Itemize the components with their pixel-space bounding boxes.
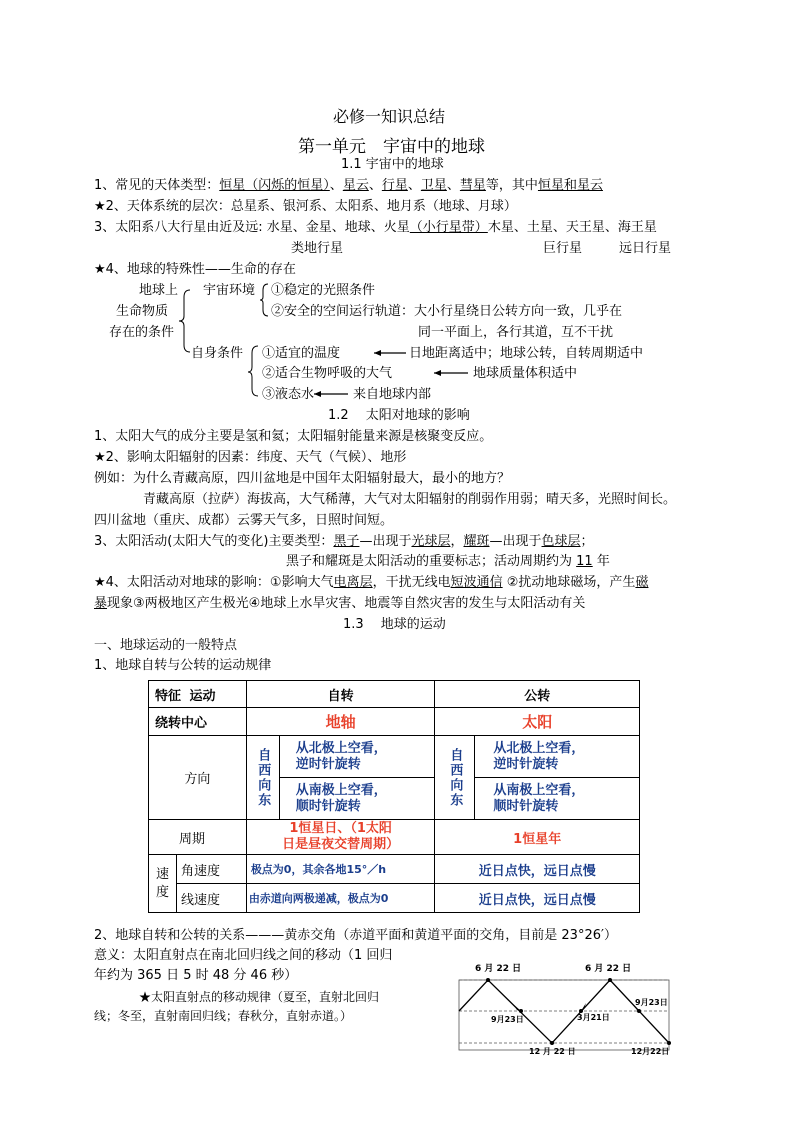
text: ，	[450, 534, 464, 549]
row-speed-label	[149, 855, 177, 913]
text: 3、太阳系八大行星由近及远: 水星、金星、地球、火星	[94, 220, 410, 235]
text: —出现于	[489, 534, 542, 549]
self-item-2: ②适合生物呼吸的大气	[262, 366, 393, 381]
point-sep-2	[637, 1009, 641, 1013]
text: 速度	[155, 866, 169, 900]
document-title: 必修一知识总结	[333, 107, 446, 126]
label-mar: 3月21日	[577, 1013, 610, 1022]
self-item-2-reason: 地球质量体积适中	[473, 366, 578, 381]
significance-line-1: 意义：太阳直射点在南北回归线之间的移动（1 回归	[94, 948, 393, 963]
sun-line-3: 例如：为什么青藏高原，四川盆地是中国年太阳辐射最大，最小的地方？	[94, 471, 511, 486]
env-item-2: ②安全的空间运行轨道：大小行星绕日公转方向一致，几乎在	[271, 304, 623, 319]
point-jun-2	[608, 978, 612, 982]
rule-line-2: 线；冬至，直射南回归线；春秋分，直射赤道。）	[94, 1009, 353, 1023]
life-left-1: 地球上	[139, 283, 179, 298]
text: 逆时针旋转	[295, 756, 361, 772]
section-1-1: 1.1 宇宙中的地球	[341, 157, 444, 172]
text: 电离层	[333, 575, 373, 590]
label-dec-1: 12 月 22 日	[529, 1047, 576, 1056]
env-item-2b: 同一平面上，各行其道，互不干扰	[418, 325, 614, 340]
rev-linear: 近日点快，远日点慢	[435, 884, 640, 913]
text: 木星、土星、天王星、海王星	[487, 220, 657, 235]
sun-line-8	[94, 574, 648, 592]
point-dec-1	[550, 1041, 554, 1045]
rev-direction: 自西向东	[435, 736, 475, 820]
self-item-3: ③液态水	[262, 387, 315, 402]
point-dec-2	[667, 1041, 671, 1045]
self-item-3-reason: 来自地球内部	[353, 387, 432, 402]
text: 日是昼夜交替周期）	[282, 837, 400, 852]
text: 、	[446, 178, 460, 193]
text: 彗星	[459, 178, 486, 193]
text: 3、太阳活动(太阳大气的变化)主要类型：	[94, 534, 334, 549]
row-direction-label: 方向	[149, 736, 247, 820]
text: 顺时针旋转	[493, 798, 559, 814]
self-label: 自身条件	[191, 346, 244, 361]
sun-line-1: 1、太阳大气的成分主要是氢和氦；太阳辐射能量来源是核聚变反应。	[94, 429, 493, 444]
rev-south-view	[475, 778, 640, 820]
header-rotation: 自转	[246, 681, 435, 708]
text: 现象③两极地区产生极光④地球上水旱灾害、地震等自然灾害的发生与太阳活动有关	[107, 596, 586, 611]
rot-north-view	[279, 736, 435, 778]
sun-line-5: 四川盆地（重庆、成都）云雾天气多，日照时间短。	[94, 513, 394, 528]
life-left-3: 存在的条件	[109, 325, 175, 340]
text: ②扰动地球磁场，产生	[502, 575, 636, 590]
rev-angular: 近日点快，远日点慢	[435, 855, 640, 884]
label-jun-2: 6 月 22 日	[585, 964, 632, 974]
text: 恒星和星云	[537, 178, 603, 193]
section-1-2: 1.2 太阳对地球的影响	[328, 408, 470, 423]
text: 暴	[94, 596, 108, 611]
text: 顺时针旋转	[295, 798, 361, 814]
text: ；	[580, 534, 594, 549]
text: 运动	[189, 688, 216, 704]
point-sep-1	[519, 1009, 523, 1013]
env-label: 宇宙环境	[203, 283, 256, 298]
section-1-3: 1.3 地球的运动	[343, 617, 446, 632]
text: 光球层	[411, 534, 451, 549]
brace-lines	[0, 0, 794, 420]
motion-heading-2: 1、地球自转与公转的运动规律	[94, 658, 272, 673]
text: （小行星带）	[409, 220, 488, 235]
row-center-label: 绕转中心	[149, 708, 247, 736]
text: —出现于	[359, 534, 412, 549]
rot-linear: 由赤道向两极递减，极点为0	[246, 884, 435, 913]
rot-south-view	[279, 778, 435, 820]
text: 1、常见的天体类型：	[94, 178, 220, 193]
header-feature-motion	[149, 681, 247, 708]
rot-direction: 自西向东	[246, 736, 279, 820]
text: 黑子	[333, 534, 360, 549]
text: 特征	[155, 688, 182, 704]
sun-line-6	[94, 533, 594, 551]
text: 等，其中	[485, 178, 538, 193]
text: 星云	[342, 178, 369, 193]
label-sep-2: 9月23日	[635, 998, 668, 1007]
unit-title: 第一单元 宇宙中的地球	[298, 137, 485, 157]
sun-line-4: 青藏高原（拉萨）海拔高，大气稀薄，大气对太阳辐射的削弱作用弱；晴天多，光照时间长。	[143, 492, 677, 507]
text: 、	[407, 178, 421, 193]
rev-center: 太阳	[435, 708, 640, 736]
text: 1恒星日、（1太阳	[289, 821, 392, 836]
label-sep-1: 9月23日	[491, 1015, 524, 1024]
angular-label: 角速度	[176, 855, 246, 884]
text: 恒星（闪烁的恒星）	[219, 178, 330, 193]
text: ★4、太阳活动对地球的影响：①影响大气	[94, 575, 334, 590]
sun-line-2: ★2、影响太阳辐射的因素：纬度、天气（气候）、地形	[94, 450, 407, 465]
text: 、	[368, 178, 382, 193]
text: 年	[592, 554, 610, 569]
line-system-levels: ★2、天体系统的层次：总星系、银河系、太阳系、地月系（地球、月球）	[94, 199, 517, 214]
text: 卫星	[420, 178, 447, 193]
text: 从南极上空看，	[493, 782, 585, 798]
rot-center: 地轴	[246, 708, 435, 736]
text: 、	[329, 178, 343, 193]
significance-line-2: 年约为 365 日 5 时 48 分 46 秒）	[94, 968, 298, 983]
text: 从南极上空看，	[295, 782, 387, 798]
header-revolution: 公转	[435, 681, 640, 708]
sun-line-7	[286, 553, 610, 571]
text: 行星	[381, 178, 408, 193]
sun-line-9	[94, 595, 585, 613]
text: 从北极上空看，	[493, 740, 585, 756]
motion-heading-1: 一、地球运动的一般特点	[94, 638, 238, 653]
env-item-1: ①稳定的光照条件	[271, 283, 376, 298]
text: 逆时针旋转	[493, 756, 559, 772]
point-jun-1	[486, 978, 490, 982]
obliquity-line: 2、地球自转和公转的关系———黄赤交角（赤道平面和黄道平面的交角，目前是 23°26′）	[94, 928, 617, 943]
planet-group-giant: 巨行星	[543, 241, 583, 256]
planet-group-terrestrial: 类地行星	[291, 241, 344, 256]
label-jun-1: 6 月 22 日	[475, 964, 522, 974]
linear-label: 线速度	[176, 884, 246, 913]
rev-north-view	[475, 736, 640, 778]
self-item-1: ①适宜的温度	[262, 346, 341, 361]
rev-period: 1恒星年	[435, 820, 640, 855]
motion-table	[148, 680, 640, 913]
rule-line-1: ★太阳直射点的移动规律（夏至，直射北回归	[139, 990, 380, 1004]
text: 耀斑	[463, 534, 490, 549]
life-left-2: 生命物质	[116, 304, 169, 319]
row-period-label: 周期	[149, 820, 247, 855]
text: 磁	[635, 575, 649, 590]
text: 从北极上空看，	[295, 740, 387, 756]
self-item-1-reason: 日地距离适中；地球公转，自转周期适中	[409, 346, 644, 361]
line-life-heading: ★4、地球的特殊性——生命的存在	[94, 262, 296, 277]
subsolar-diagram	[455, 958, 680, 1056]
text: 11	[576, 554, 593, 569]
planet-group-outer: 远日行星	[619, 241, 672, 256]
rot-period	[246, 820, 435, 855]
label-dec-2: 12月22日	[631, 1047, 670, 1056]
rot-angular: 极点为0，其余各地15°／h	[246, 855, 435, 884]
text: 短波通信	[450, 575, 503, 590]
text: 色球层	[541, 534, 581, 549]
text: ，干扰无线电	[372, 575, 451, 590]
text: 黑子和耀斑是太阳活动的重要标志；活动周期约为	[286, 554, 577, 569]
